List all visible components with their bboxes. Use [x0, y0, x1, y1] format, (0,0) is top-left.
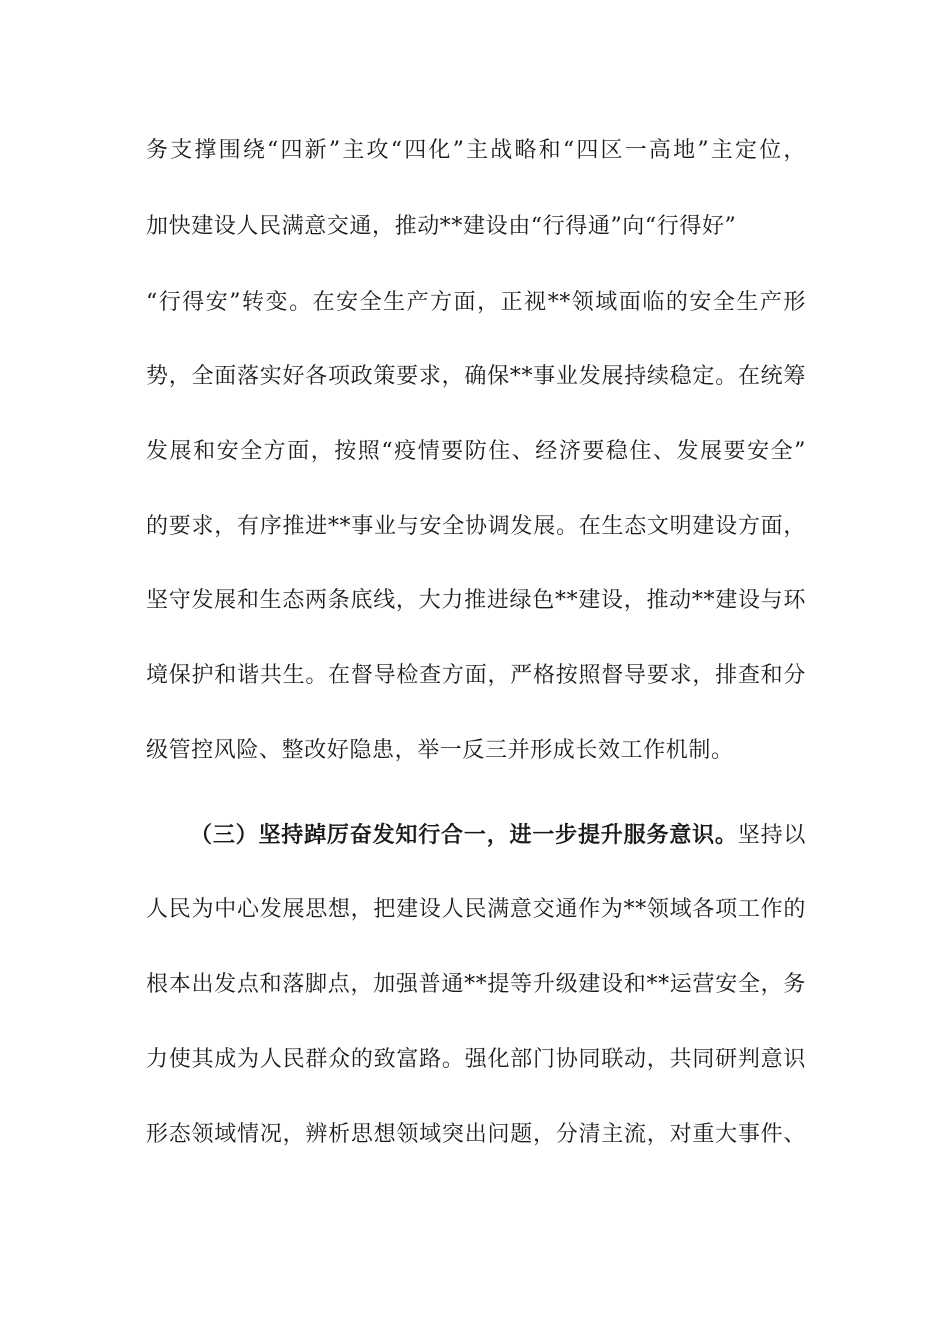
paragraph-line: 形态领域情况，辨析思想领域突出问题，分清主流，对重大事件、 — [146, 1122, 806, 1147]
paragraph-line: 的要求，有序推进**事业与安全协调发展。在生态文明建设方面， — [146, 514, 806, 539]
paragraph-line: 加快建设人民满意交通，推动**建设由“行得通”向“行得好” — [146, 214, 737, 239]
paragraph-line: 务支撑围绕“四新”主攻“四化”主战略和“四区一高地”主定位， — [146, 138, 806, 163]
paragraph-line: 人民为中心发展思想，把建设人民满意交通作为**领域各项工作的 — [146, 897, 806, 922]
paragraph-line: “行得安”转变。在安全生产方面，正视**领域面临的安全生产形 — [146, 290, 806, 315]
paragraph-line: 级管控风险、整改好隐患，举一反三并形成长效工作机制。 — [146, 738, 734, 763]
paragraph-line: 力使其成为人民群众的致富路。强化部门协同联动，共同研判意识 — [146, 1047, 806, 1072]
section-heading: （三）坚持踔厉奋发知行合一，进一步提升服务意识。 — [190, 822, 738, 848]
section-heading-continuation: 坚持以 — [737, 823, 806, 848]
paragraph-line: 根本出发点和落脚点，加强普通**提等升级建设和**运营安全，务 — [146, 972, 806, 997]
paragraph-line: 发展和安全方面，按照“疫情要防住、经济要稳住、发展要安全” — [146, 439, 806, 464]
section-heading-line — [190, 820, 806, 851]
paragraph-line: 坚守发展和生态两条底线，大力推进绿色**建设，推动**建设与环 — [146, 588, 806, 613]
paragraph-line: 境保护和谐共生。在督导检查方面，严格按照督导要求，排查和分 — [146, 663, 806, 688]
paragraph-line: 势，全面落实好各项政策要求，确保**事业发展持续稳定。在统筹 — [146, 364, 806, 389]
